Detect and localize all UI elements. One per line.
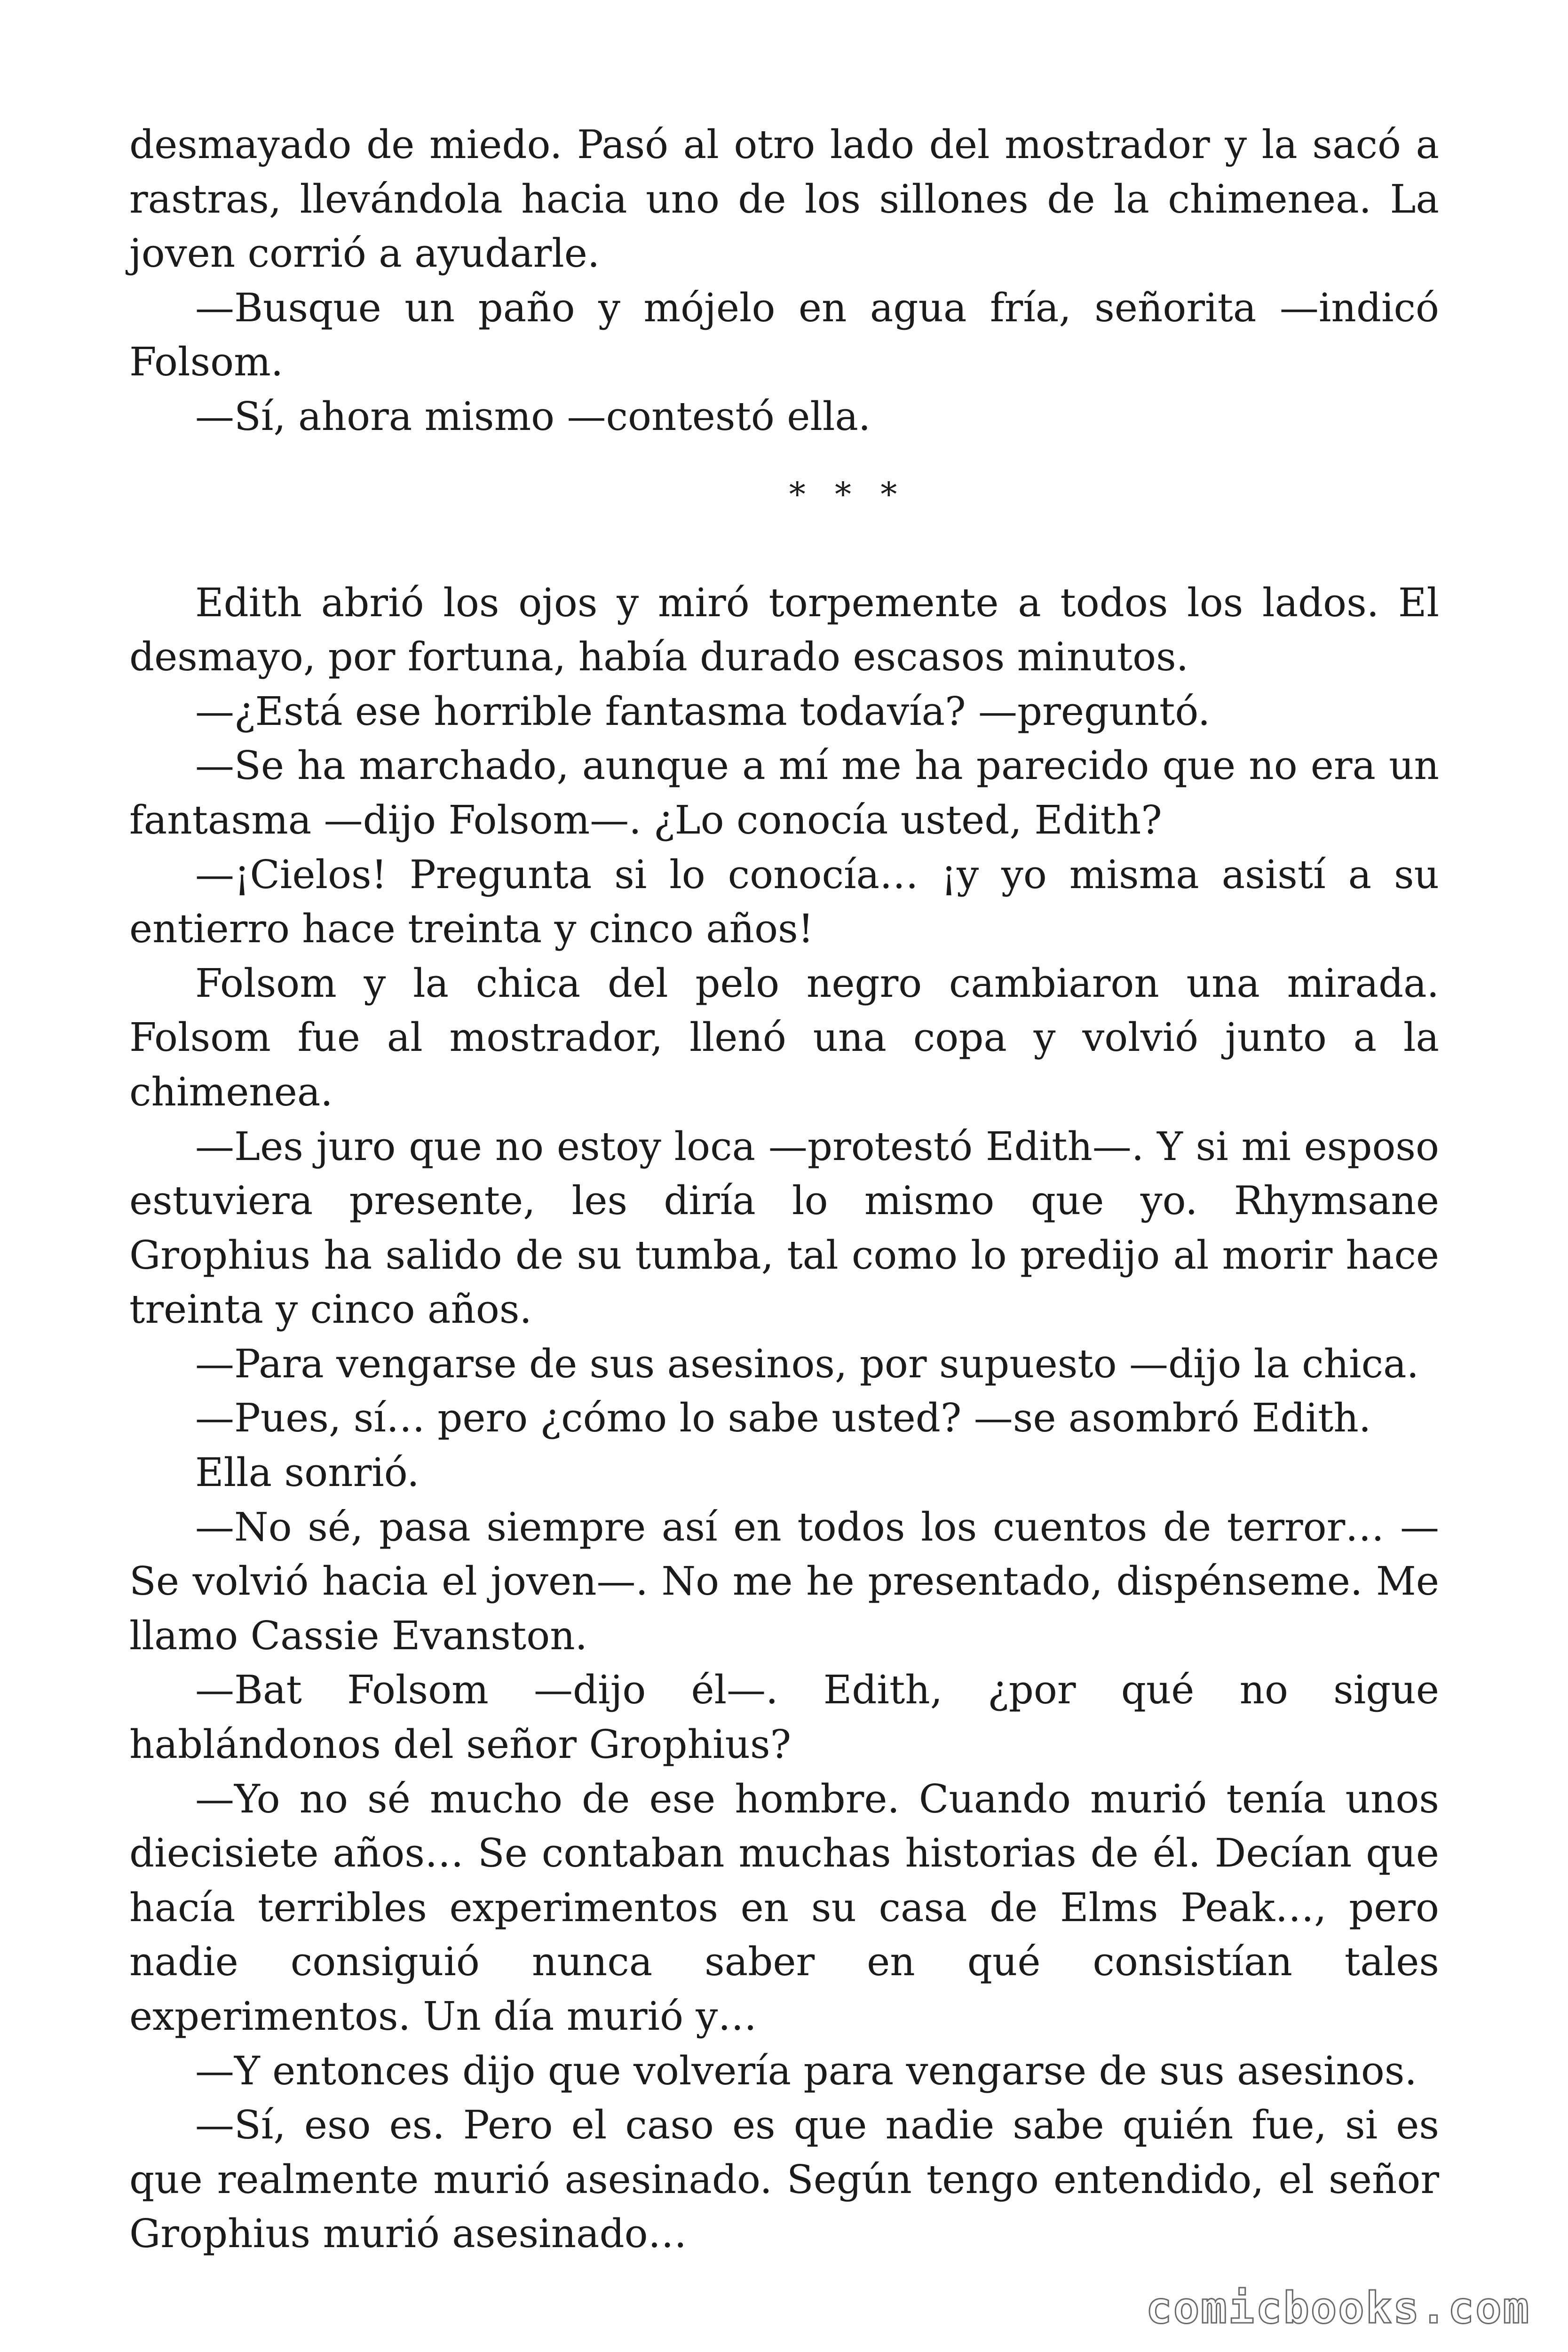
paragraph: —Les juro que no estoy loca —protestó Edith—. Y si mi esposo estuviera presente, les diría lo mismo que yo. Rhymsane Grophius ha salido de su tumba, tal como lo predijo al morir hace treinta y cinco años. [129, 1123, 1439, 1333]
body-text [129, 118, 1439, 2261]
paragraph: —Se ha marchado, aunque a mí me ha parecido que no era un fantasma —dijo Folsom—. ¿Lo conocía usted, Edith? [129, 743, 1439, 843]
paragraph: —Pues, sí… pero ¿cómo lo sabe usted? —se asombró Edith. [195, 1395, 1371, 1441]
paragraph: —No sé, pasa siempre así en todos los cuentos de terror… —Se volvió hacia el joven—. No me he presentado, dispénseme. Me llamo Cassie Evanston. [129, 1504, 1439, 1659]
paragraph: —¡Cielos! Pregunta si lo conocía… ¡y yo misma asistí a su entierro hace treinta y cinco años! [129, 851, 1439, 952]
paragraph: —Y entonces dijo que volvería para vengarse de sus asesinos. [195, 2048, 1417, 2094]
paragraph: —Sí, eso es. Pero el caso es que nadie sabe quién fue, si es que realmente murió asesinado. Según tengo entendido, el señor Grophius murió asesinado… [129, 2102, 1439, 2257]
paragraph: —Busque un paño y mójelo en agua fría, señorita —indicó Folsom. [129, 285, 1439, 385]
paragraph: —Sí, ahora mismo —contestó ella. [195, 393, 871, 439]
section-separator: * * * [789, 475, 907, 514]
paragraph: Ella sonrió. [195, 1450, 420, 1496]
paragraph: —Para vengarse de sus asesinos, por supuesto —dijo la chica. [195, 1341, 1419, 1387]
watermark-logo: comicbooks.com [1146, 2283, 1530, 2333]
paragraph: Folsom y la chica del pelo negro cambiaron una mirada. Folsom fue al mostrador, llenó una copa y volvió junto a la chimenea. [129, 960, 1439, 1115]
paragraph: —¿Está ese horrible fantasma todavía? —preguntó. [195, 688, 1211, 734]
paragraph: desmayado de miedo. Pasó al otro lado del mostrador y la sacó a rastras, llevándola hacia uno de los sillones de la chimenea. La joven corrió a ayudarle. [129, 122, 1439, 277]
paragraph: —Bat Folsom —dijo él—. Edith, ¿por qué no sigue hablándonos del señor Grophius? [129, 1667, 1439, 1768]
paragraph: Edith abrió los ojos y miró torpemente a todos los lados. El desmayo, por fortuna, había durado escasos minutos. [129, 580, 1439, 680]
paragraph: —Yo no sé mucho de ese hombre. Cuando murió tenía unos diecisiete años… Se contaban muchas historias de él. Decían que hacía terribles experimentos en su casa de Elms Peak…, pero nadie consiguió nunca saber en qué consistían tales experimentos. Un día murió y… [129, 1776, 1439, 2039]
